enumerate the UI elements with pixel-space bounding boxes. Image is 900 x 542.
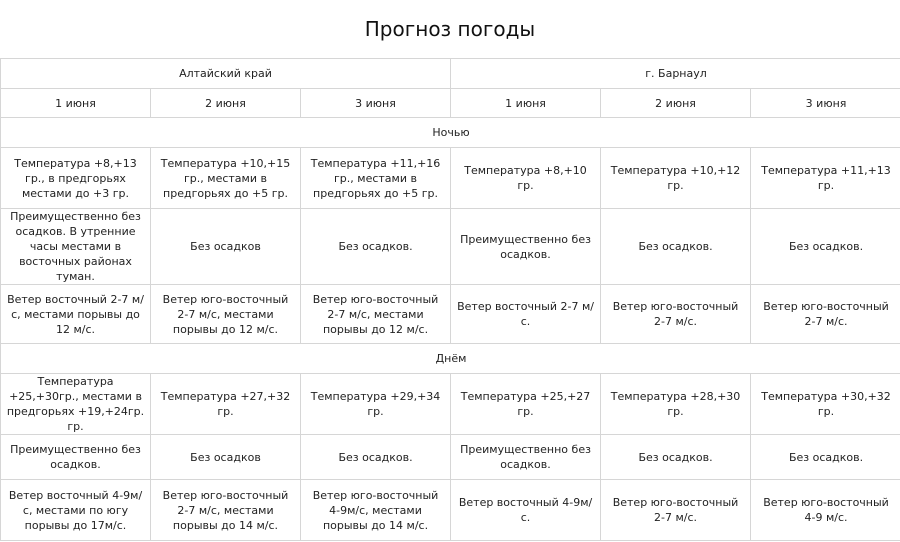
table-row (1, 148, 900, 209)
table-cell: Ветер юго-восточный 2-7 м/с. (601, 480, 751, 541)
section-header-row (1, 118, 900, 148)
table-cell: Температура +29,+34 гр. (301, 374, 451, 435)
date-header: 3 июня (301, 89, 451, 118)
date-header: 2 июня (151, 89, 301, 118)
table-cell: Без осадков. (601, 209, 751, 285)
date-header: 2 июня (601, 89, 751, 118)
table-cell: Преимущественно без осадков. (1, 435, 151, 480)
table-cell: Без осадков. (301, 435, 451, 480)
table-cell: Температура +11,+16 гр., местами в предгорьях до +5 гр. (301, 148, 451, 209)
table-cell: Ветер юго-восточный 4-9 м/с. (751, 480, 900, 541)
table-cell: Ветер юго-восточный 4-9м/с, местами порывы до 14 м/с. (301, 480, 451, 541)
table-cell: Преимущественно без осадков. (451, 435, 601, 480)
table-cell: Ветер юго-восточный 2-7 м/с, местами порывы до 12 м/с. (151, 285, 301, 344)
table-row (1, 374, 900, 435)
date-header: 3 июня (751, 89, 900, 118)
table-cell: Температура +25,+27 гр. (451, 374, 601, 435)
table-cell: Температура +28,+30 гр. (601, 374, 751, 435)
table-cell: Температура +11,+13 гр. (751, 148, 900, 209)
section-header-day: Днём (1, 344, 900, 374)
table-cell: Температура +8,+10 гр. (451, 148, 601, 209)
table-cell: Без осадков. (751, 435, 900, 480)
table-cell: Температура +10,+15 гр., местами в предгорьях до +5 гр. (151, 148, 301, 209)
table-cell: Преимущественно без осадков. В утренние часы местами в восточных районах туман. (1, 209, 151, 285)
page-title: Прогноз погоды (364, 17, 536, 41)
table-cell: Температура +27,+32 гр. (151, 374, 301, 435)
table-row (1, 285, 900, 344)
table-cell: Температура +8,+13 гр., в предгорьях местами до +3 гр. (1, 148, 151, 209)
region-header-row (1, 59, 900, 89)
region-header-barnaul: г. Барнаул (451, 59, 900, 89)
table-row (1, 480, 900, 541)
date-header-row (1, 89, 900, 118)
section-header-row (1, 344, 900, 374)
table-cell: Ветер юго-восточный 2-7 м/с. (601, 285, 751, 344)
table-cell: Без осадков (151, 435, 301, 480)
region-header-altai: Алтайский край (1, 59, 451, 89)
section-header-night: Ночью (1, 118, 900, 148)
table-cell: Температура +10,+12 гр. (601, 148, 751, 209)
table-cell: Без осадков. (751, 209, 900, 285)
table-cell: Преимущественно без осадков. (451, 209, 601, 285)
table-cell: Без осадков. (301, 209, 451, 285)
table-row (1, 435, 900, 480)
table-cell: Ветер восточный 4-9м/с, местами по югу порывы до 17м/с. (1, 480, 151, 541)
table-cell: Ветер восточный 4-9м/с. (451, 480, 601, 541)
date-header: 1 июня (1, 89, 151, 118)
forecast-table (0, 58, 900, 541)
table-row (1, 209, 900, 285)
table-cell: Ветер восточный 2-7 м/с. (451, 285, 601, 344)
table-cell: Ветер восточный 2-7 м/с, местами порывы до 12 м/с. (1, 285, 151, 344)
date-header: 1 июня (451, 89, 601, 118)
table-cell: Температура +25,+30гр., местами в предгорьях +19,+24гр. гр. (1, 374, 151, 435)
table-cell: Ветер юго-восточный 2-7 м/с, местами порывы до 14 м/с. (151, 480, 301, 541)
table-cell: Ветер юго-восточный 2-7 м/с, местами порывы до 12 м/с. (301, 285, 451, 344)
table-cell: Без осадков (151, 209, 301, 285)
table-cell: Без осадков. (601, 435, 751, 480)
table-cell: Температура +30,+32 гр. (751, 374, 900, 435)
table-cell: Ветер юго-восточный 2-7 м/с. (751, 285, 900, 344)
